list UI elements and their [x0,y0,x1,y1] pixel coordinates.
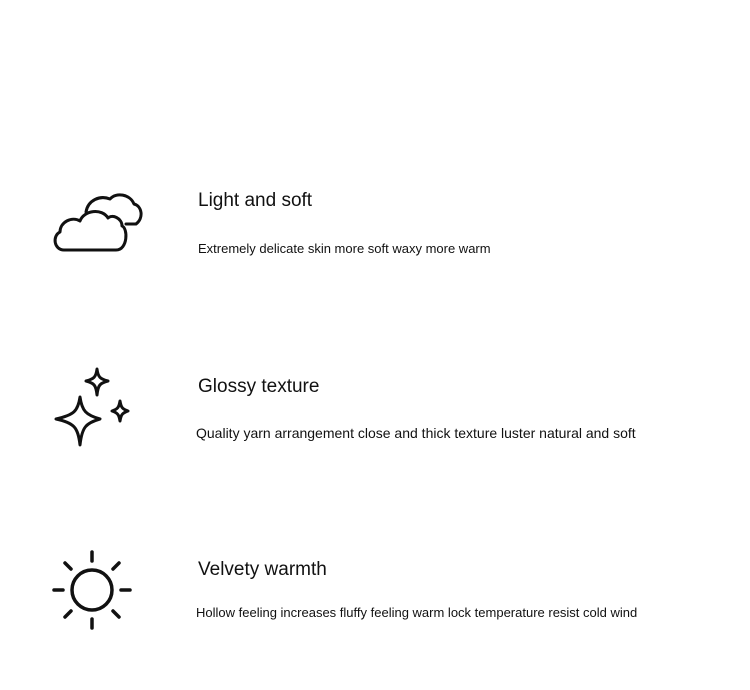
sun-icon [50,548,134,637]
feature-title: Glossy texture [198,376,320,397]
cloud-icon [50,190,144,261]
sparkle-icon [50,365,140,456]
feature-title: Velvety warmth [198,559,327,580]
feature-description: Quality yarn arrangement close and thick texture luster natural and soft [196,425,636,441]
feature-description: Extremely delicate skin more soft waxy more warm [198,241,491,256]
feature-description: Hollow feeling increases fluffy feeling warm lock temperature resist cold wind [196,605,638,620]
feature-title: Light and soft [198,190,313,211]
